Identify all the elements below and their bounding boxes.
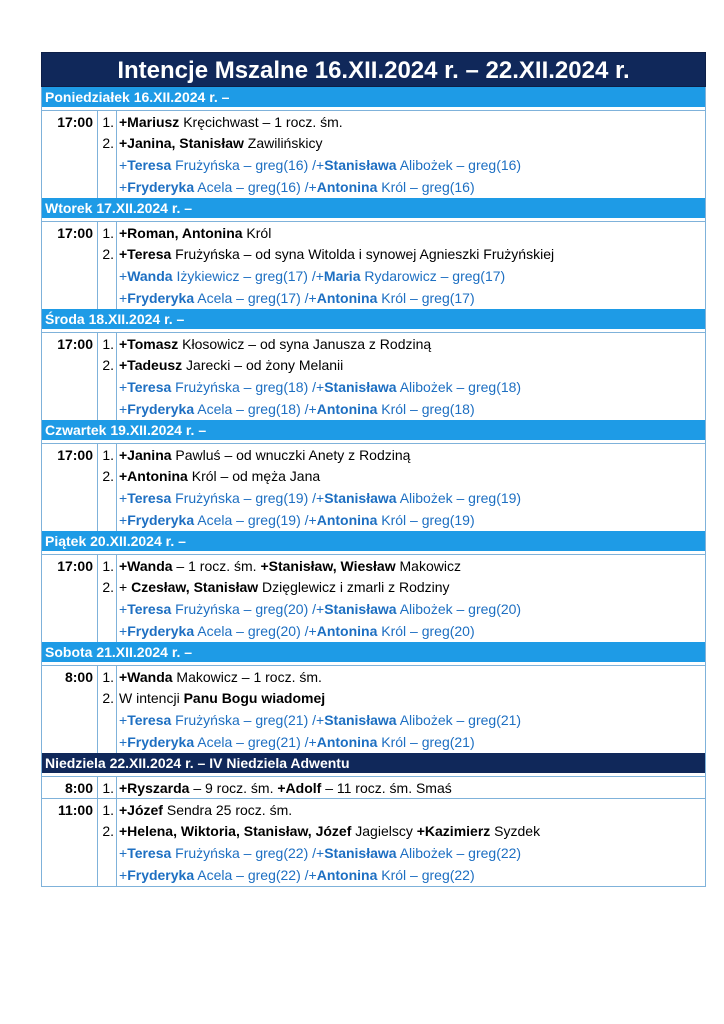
intention-number: 1. (98, 110, 117, 132)
intention-row (41, 287, 706, 309)
intention-detail: Frużyńska – greg(22) /+ (171, 845, 325, 861)
intention-detail: Król (242, 225, 272, 241)
mass-time (41, 709, 98, 731)
intention-row (41, 487, 706, 509)
intention-number (98, 398, 117, 420)
intention-detail: Makowicz (395, 558, 461, 574)
mass-time: 8:00 (41, 776, 98, 798)
intention-text (117, 798, 706, 820)
intention-detail: Król – greg(20) (377, 623, 475, 639)
intention-number: 1. (98, 221, 117, 243)
intention-name: Stanisława (324, 490, 397, 506)
intention-detail: Syzdek (490, 823, 541, 839)
intention-detail: W intencji (119, 690, 184, 706)
intention-name: +Tomasz (119, 336, 179, 352)
intention-text (117, 265, 706, 287)
intention-row (41, 687, 706, 709)
intention-detail: Alibożek – greg(19) (396, 490, 522, 506)
intention-row (41, 221, 706, 243)
intention-name: +Teresa (119, 246, 172, 262)
intention-number (98, 620, 117, 642)
intention-detail: y (315, 135, 323, 151)
intention-name: Teresa (127, 379, 172, 395)
intention-name: +Helena, Wiktoria, Stanisław, Józef (119, 823, 352, 839)
intention-row (41, 354, 706, 376)
intention-row (41, 110, 706, 132)
intention-detail: Acela – greg(20) /+ (194, 623, 317, 639)
intention-number: 2. (98, 687, 117, 709)
day-header: Wtorek 17.XII.2024 r. – (41, 198, 706, 218)
page-title: Intencje Mszalne 16.XII.2024 r. – 22.XII.2024 r. (41, 52, 706, 87)
intention-name: Stanisława (324, 601, 397, 617)
mass-time (41, 864, 98, 886)
intention-row (41, 398, 706, 420)
intention-row (41, 132, 706, 154)
intention-row (41, 665, 706, 687)
intention-name: Maria (323, 268, 361, 284)
intention-name: Antonina (316, 867, 378, 883)
intention-detail: Jagielscy (351, 823, 417, 839)
intention-text (117, 776, 706, 798)
intention-detail: Frużyńska – od syna Witolda i synowej Agnieszki Frużyńskiej (171, 246, 555, 262)
intention-detail: + (119, 490, 128, 506)
intention-text (117, 154, 706, 176)
intention-detail: Acela – greg(19) /+ (194, 512, 317, 528)
intention-detail: c (308, 135, 316, 151)
intention-row (41, 842, 706, 864)
intention-detail: Rydarowicz – greg(17) (360, 268, 506, 284)
intention-detail: Acela – greg(16) /+ (194, 179, 317, 195)
intention-detail: Frużyńska – greg(16) /+ (171, 157, 325, 173)
intention-detail: + (119, 512, 128, 528)
intention-detail: – 11 rocz. śm. Smaś (321, 780, 452, 796)
intention-name: Fryderyka (127, 512, 195, 528)
intention-number: 1. (98, 554, 117, 576)
intention-name: Wanda (127, 268, 173, 284)
intention-name: Stanisława (324, 157, 397, 173)
intention-detail: Iżykiewicz – greg(17) /+ (172, 268, 324, 284)
intention-name: +Ryszarda (119, 780, 190, 796)
intention-text (117, 354, 706, 376)
mass-time (41, 487, 98, 509)
intention-number: 2. (98, 132, 117, 154)
intention-number: 2. (98, 354, 117, 376)
intention-number (98, 154, 117, 176)
mass-time (41, 354, 98, 376)
intention-number: 2. (98, 465, 117, 487)
intention-detail: Król – greg(21) (377, 734, 475, 750)
intention-name: Fryderyka (127, 734, 195, 750)
mass-time (41, 842, 98, 864)
intention-detail: Alibożek – greg(16) (396, 157, 522, 173)
intention-detail: Dzięglewicz i zmarli z Rodziny (258, 579, 450, 595)
intention-detail: Kłosowicz – od syna Janusza z Rodziną (178, 336, 432, 352)
intention-detail: Król – greg(22) (377, 867, 475, 883)
intention-row (41, 820, 706, 842)
intention-name: Teresa (127, 601, 172, 617)
intention-detail: + (119, 268, 128, 284)
intention-text (117, 465, 706, 487)
intention-name: +Mariusz (119, 114, 180, 130)
mass-time (41, 687, 98, 709)
intention-name: Antonina (316, 623, 378, 639)
intention-number: 1. (98, 443, 117, 465)
intention-number (98, 731, 117, 753)
intention-name: +Józef (119, 802, 163, 818)
intention-number (98, 487, 117, 509)
intention-text (117, 110, 706, 132)
intention-detail: Frużyńska – greg(21) /+ (171, 712, 325, 728)
intention-text (117, 731, 706, 753)
intention-row (41, 176, 706, 198)
intention-detail: + (119, 845, 128, 861)
days-list (41, 87, 706, 886)
intention-detail: Acela – greg(17) /+ (194, 290, 317, 306)
mass-time: 8:00 (41, 665, 98, 687)
intention-detail: Acela – greg(21) /+ (194, 734, 317, 750)
intention-row (41, 154, 706, 176)
intention-number (98, 864, 117, 886)
intention-name: Teresa (127, 845, 172, 861)
intention-name: Antonina (316, 179, 378, 195)
mass-time (41, 576, 98, 598)
mass-time (41, 132, 98, 154)
mass-time: 17:00 (41, 110, 98, 132)
intention-detail: + (119, 712, 128, 728)
intention-name: Fryderyka (127, 401, 195, 417)
intention-number (98, 376, 117, 398)
intention-name: Stanisława (324, 379, 397, 395)
intention-detail: Król – greg(16) (377, 179, 475, 195)
intention-detail: Jarecki – od żony Melanii (182, 357, 344, 373)
intention-detail: + (119, 379, 128, 395)
intention-number (98, 265, 117, 287)
intention-row (41, 776, 706, 798)
mass-time (41, 154, 98, 176)
intention-name: Stanisława (324, 845, 397, 861)
intention-detail: + (119, 867, 128, 883)
mass-time: 11:00 (41, 798, 98, 820)
intention-number (98, 509, 117, 531)
intention-number (98, 176, 117, 198)
intention-name: Fryderyka (127, 623, 195, 639)
intention-detail: Frużyńska – greg(18) /+ (171, 379, 325, 395)
day-header: Poniedziałek 16.XII.2024 r. – (41, 87, 706, 107)
intention-row (41, 465, 706, 487)
day-header: Sobota 21.XII.2024 r. – (41, 642, 706, 662)
intention-row (41, 443, 706, 465)
intention-detail: + (119, 623, 128, 639)
intention-detail: Makowicz – 1 rocz. śm. (172, 669, 322, 685)
mass-time (41, 465, 98, 487)
intention-detail: Król – greg(18) (377, 401, 475, 417)
intention-detail: + (119, 179, 128, 195)
mass-time (41, 243, 98, 265)
mass-time: 17:00 (41, 554, 98, 576)
intention-name: +Wanda (119, 669, 173, 685)
intention-detail: + (119, 601, 128, 617)
intention-text (117, 842, 706, 864)
intention-name: +Janina (119, 447, 172, 463)
intention-name: Stanisława (324, 712, 397, 728)
intention-detail: – 9 rocz. śm. (189, 780, 278, 796)
intention-name: Fryderyka (127, 290, 195, 306)
intention-row (41, 576, 706, 598)
intention-name: Teresa (127, 490, 172, 506)
intention-detail: Zawiliński (243, 135, 309, 151)
intention-number: 1. (98, 665, 117, 687)
intention-row (41, 864, 706, 886)
intention-detail: Alibożek – greg(18) (396, 379, 522, 395)
mass-time (41, 509, 98, 531)
intention-text (117, 221, 706, 243)
mass-time (41, 176, 98, 198)
mass-time (41, 820, 98, 842)
intention-detail: Acela – greg(22) /+ (194, 867, 317, 883)
intention-text (117, 576, 706, 598)
intention-detail: Król – greg(19) (377, 512, 475, 528)
intention-row (41, 598, 706, 620)
intention-detail: Acela – greg(18) /+ (194, 401, 317, 417)
intention-name: +Janina, Stanisław (119, 135, 244, 151)
intention-name: +Kazimierz (416, 823, 491, 839)
intention-name: Antonina (316, 401, 378, 417)
intention-detail: Król – greg(17) (377, 290, 475, 306)
intention-number (98, 842, 117, 864)
intention-name: Fryderyka (127, 867, 195, 883)
intention-text (117, 443, 706, 465)
intention-text (117, 554, 706, 576)
intention-row (41, 620, 706, 642)
intention-detail: + (119, 157, 128, 173)
intention-text (117, 820, 706, 842)
intention-text (117, 132, 706, 154)
intention-detail: + (119, 579, 132, 595)
mass-time: 17:00 (41, 332, 98, 354)
intention-text (117, 376, 706, 398)
intention-number (98, 709, 117, 731)
mass-time (41, 287, 98, 309)
intention-name: Antonina (316, 512, 378, 528)
mass-time (41, 265, 98, 287)
intention-text (117, 287, 706, 309)
mass-time (41, 620, 98, 642)
intention-detail: Frużyńska – greg(19) /+ (171, 490, 325, 506)
intention-row (41, 265, 706, 287)
intention-name: +Stanisław, Wiesław (260, 558, 396, 574)
mass-intentions-table (41, 52, 706, 887)
intention-number: 2. (98, 243, 117, 265)
intention-name: +Tadeusz (119, 357, 183, 373)
intention-row (41, 243, 706, 265)
intention-name: Teresa (127, 157, 172, 173)
intention-text (117, 665, 706, 687)
intention-number: 1. (98, 332, 117, 354)
intention-detail: Król – od męża Jana (187, 468, 321, 484)
intention-name: Teresa (127, 712, 172, 728)
intention-number: 1. (98, 776, 117, 798)
intention-text (117, 332, 706, 354)
intention-number: 2. (98, 820, 117, 842)
intention-row (41, 731, 706, 753)
mass-time (41, 731, 98, 753)
intention-text (117, 687, 706, 709)
day-header: Środa 18.XII.2024 r. – (41, 309, 706, 329)
intention-row (41, 709, 706, 731)
intention-text (117, 487, 706, 509)
intention-number: 1. (98, 798, 117, 820)
intention-number (98, 287, 117, 309)
intention-row (41, 798, 706, 820)
intention-text (117, 598, 706, 620)
intention-detail: Pawluś – od wnuczki Anety z Rodziną (171, 447, 411, 463)
intention-text (117, 620, 706, 642)
intention-name: Antonina (316, 734, 378, 750)
intention-detail: Frużyńska – greg(20) /+ (171, 601, 325, 617)
day-header: Czwartek 19.XII.2024 r. – (41, 420, 706, 440)
intention-row (41, 509, 706, 531)
intention-row (41, 376, 706, 398)
intention-name: +Antonina (119, 468, 188, 484)
intention-detail: Alibożek – greg(20) (396, 601, 522, 617)
intention-name: +Adolf (277, 780, 322, 796)
intention-text (117, 864, 706, 886)
table-bottom-border (41, 886, 706, 887)
intention-detail: Alibożek – greg(22) (396, 845, 522, 861)
intention-row (41, 332, 706, 354)
intention-row (41, 554, 706, 576)
intention-name: Panu Bogu wiadomej (183, 690, 326, 706)
intention-text (117, 709, 706, 731)
intention-number: 2. (98, 576, 117, 598)
intention-detail: Alibożek – greg(21) (396, 712, 522, 728)
intention-text (117, 398, 706, 420)
mass-time: 17:00 (41, 221, 98, 243)
intention-detail: + (119, 290, 128, 306)
intention-number (98, 598, 117, 620)
mass-time: 17:00 (41, 443, 98, 465)
intention-name: Antonina (316, 290, 378, 306)
intention-detail: – 1 rocz. śm. (172, 558, 261, 574)
intention-detail: Kręcichwast – 1 rocz. śm. (179, 114, 343, 130)
intention-name: Czesław, Stanisław (131, 579, 259, 595)
day-header: Niedziela 22.XII.2024 r. – IV Niedziela Adwentu (41, 753, 706, 773)
intention-detail: Sendra 25 rocz. śm. (162, 802, 293, 818)
intention-detail: + (119, 734, 128, 750)
mass-time (41, 598, 98, 620)
mass-time (41, 398, 98, 420)
mass-time (41, 376, 98, 398)
intention-text (117, 509, 706, 531)
intention-text (117, 176, 706, 198)
intention-name: Fryderyka (127, 179, 195, 195)
intention-name: +Wanda (119, 558, 173, 574)
intention-name: +Roman, Antonina (119, 225, 243, 241)
intention-detail: + (119, 401, 128, 417)
day-header: Piątek 20.XII.2024 r. – (41, 531, 706, 551)
intention-text (117, 243, 706, 265)
